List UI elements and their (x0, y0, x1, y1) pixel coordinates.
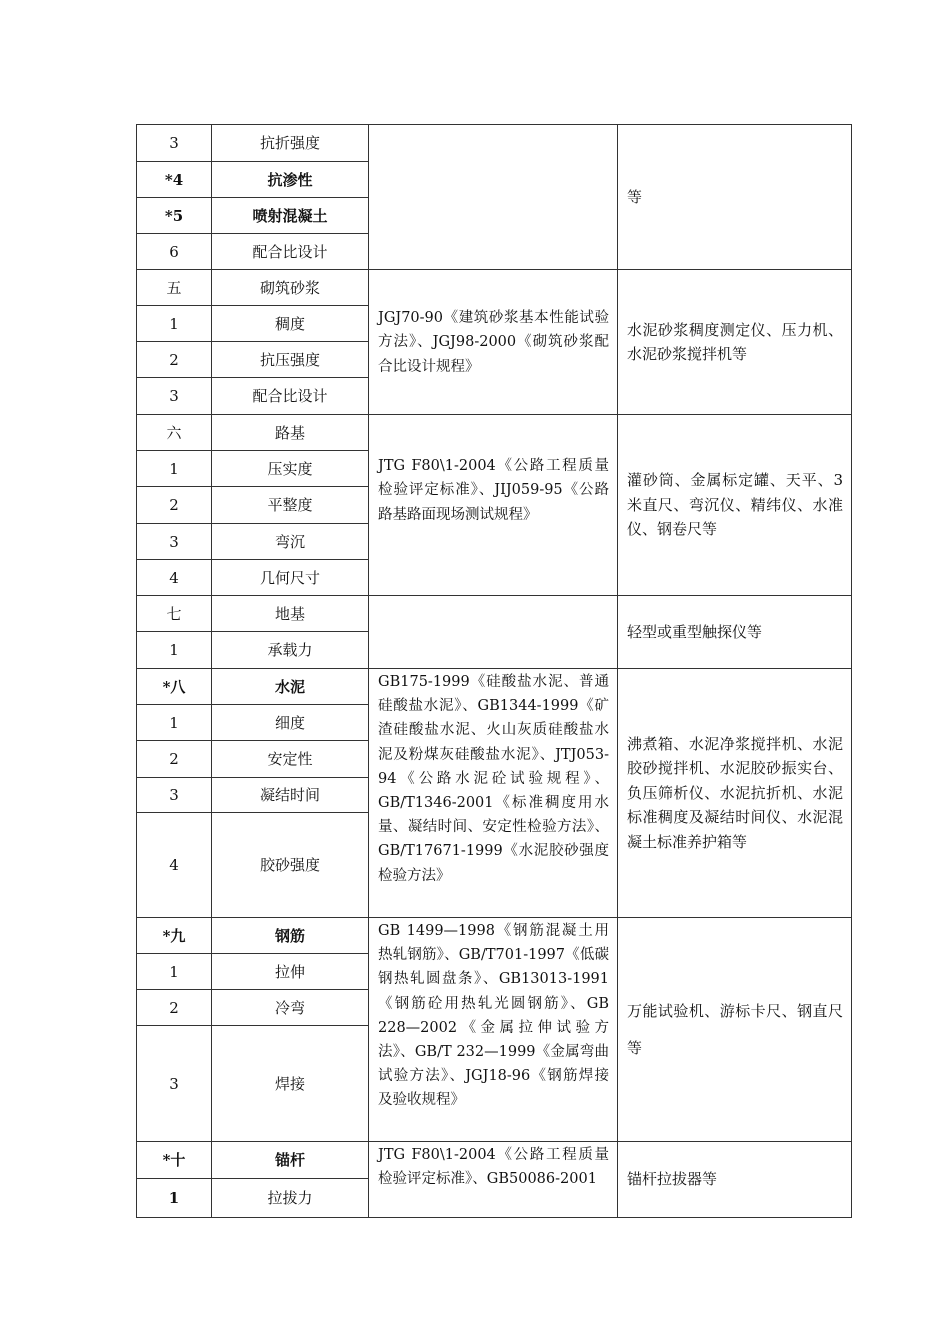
item-number: 6 (137, 234, 212, 270)
item-name: 安定性 (212, 741, 369, 778)
item-name: 砌筑砂浆 (212, 270, 369, 306)
table-row (137, 125, 852, 162)
item-name: 地基 (212, 596, 369, 632)
table-row (137, 1142, 852, 1179)
item-name: 配合比设计 (212, 378, 369, 415)
table-row (137, 415, 852, 451)
item-name: 配合比设计 (212, 234, 369, 270)
item-number: 1 (137, 705, 212, 741)
item-number: 2 (137, 342, 212, 378)
item-name: 拉伸 (212, 954, 369, 990)
standard-cell: JTG F80\1-2004《公路工程质量检验评定标准》、JIJ059-95《公路路基路面现场测试规程》 (369, 415, 618, 596)
equipment-cell: 等 (618, 125, 852, 270)
equipment-cell: 灌砂筒、金属标定罐、天平、3米直尺、弯沉仪、精纬仪、水准仪、钢卷尺等 (618, 415, 852, 596)
item-number: *十 (137, 1142, 212, 1179)
item-number: *八 (137, 669, 212, 705)
item-number: 1 (137, 632, 212, 669)
standard-cell: JTG F80\1-2004《公路工程质量检验评定标准》、GB50086-2001 (369, 1142, 618, 1218)
standard-cell: GB175-1999《硅酸盐水泥、普通硅酸盐水泥》、GB1344-1999《矿渣硅酸盐水泥、火山灰质硅酸盐水泥及粉煤灰硅酸盐水泥》、JTJ053-94《公路水泥砼试验规程》、GB/T1346-2001《标准稠度用水量、凝结时间、安定性检验方法》、GB/T17671-1999《水泥胶砂强度检验方法》 (369, 669, 618, 918)
item-name: 抗压强度 (212, 342, 369, 378)
item-name: 承载力 (212, 632, 369, 669)
test-items-table (136, 124, 852, 1218)
item-name: 胶砂强度 (212, 813, 369, 918)
item-number: *5 (137, 198, 212, 234)
item-name: 平整度 (212, 487, 369, 524)
item-name: 钢筋 (212, 918, 369, 954)
item-name: 拉拔力 (212, 1179, 369, 1218)
equipment-cell: 轻型或重型触探仪等 (618, 596, 852, 669)
item-name: 水泥 (212, 669, 369, 705)
item-name: 几何尺寸 (212, 560, 369, 596)
item-name: 抗折强度 (212, 125, 369, 162)
item-number: 3 (137, 524, 212, 560)
item-number: 4 (137, 560, 212, 596)
item-name: 抗渗性 (212, 162, 369, 198)
equipment-cell: 锚杆拉拔器等 (618, 1142, 852, 1218)
equipment-cell: 沸煮箱、水泥净浆搅拌机、水泥胶砂搅拌机、水泥胶砂振实台、负压筛析仪、水泥抗折机、水泥标准稠度及凝结时间仪、水泥混凝土标准养护箱等 (618, 669, 852, 918)
item-number: 1 (137, 1179, 212, 1218)
item-name: 路基 (212, 415, 369, 451)
item-number: 2 (137, 487, 212, 524)
item-name: 稠度 (212, 306, 369, 342)
table-row (137, 270, 852, 306)
item-name: 冷弯 (212, 990, 369, 1026)
standard-cell (369, 125, 618, 270)
item-number: 五 (137, 270, 212, 306)
item-name: 压实度 (212, 451, 369, 487)
equipment-cell: 水泥砂浆稠度测定仪、压力机、水泥砂浆搅拌机等 (618, 270, 852, 415)
table-row (137, 596, 852, 632)
item-number: 2 (137, 741, 212, 778)
item-number: 1 (137, 954, 212, 990)
item-name: 焊接 (212, 1026, 369, 1142)
item-number: 3 (137, 378, 212, 415)
item-number: 3 (137, 125, 212, 162)
standard-cell (369, 596, 618, 669)
item-number: 1 (137, 451, 212, 487)
item-number: 1 (137, 306, 212, 342)
item-number: 4 (137, 813, 212, 918)
item-number: 2 (137, 990, 212, 1026)
item-name: 凝结时间 (212, 778, 369, 813)
item-number: *九 (137, 918, 212, 954)
item-number: 七 (137, 596, 212, 632)
item-number: *4 (137, 162, 212, 198)
item-number: 3 (137, 778, 212, 813)
table-row (137, 669, 852, 705)
standard-cell: GB 1499—1998《钢筋混凝土用热轧钢筋》、GB/T701-1997《低碳钢热轧圆盘条》、GB13013-1991《钢筋砼用热轧光圆钢筋》、GB 228—2002《金属拉伸试验方法》、GB/T 232—1999《金属弯曲试验方法》、JGJ18-96《钢筋焊接及验收规程》 (369, 918, 618, 1142)
item-name: 细度 (212, 705, 369, 741)
item-number: 六 (137, 415, 212, 451)
item-number: 3 (137, 1026, 212, 1142)
item-name: 弯沉 (212, 524, 369, 560)
item-name: 锚杆 (212, 1142, 369, 1179)
equipment-cell: 万能试验机、游标卡尺、钢直尺等 (618, 918, 852, 1142)
standard-cell: JGJ70-90《建筑砂浆基本性能试验方法》、JGJ98-2000《砌筑砂浆配合比设计规程》 (369, 270, 618, 415)
table-row (137, 918, 852, 954)
item-name: 喷射混凝土 (212, 198, 369, 234)
